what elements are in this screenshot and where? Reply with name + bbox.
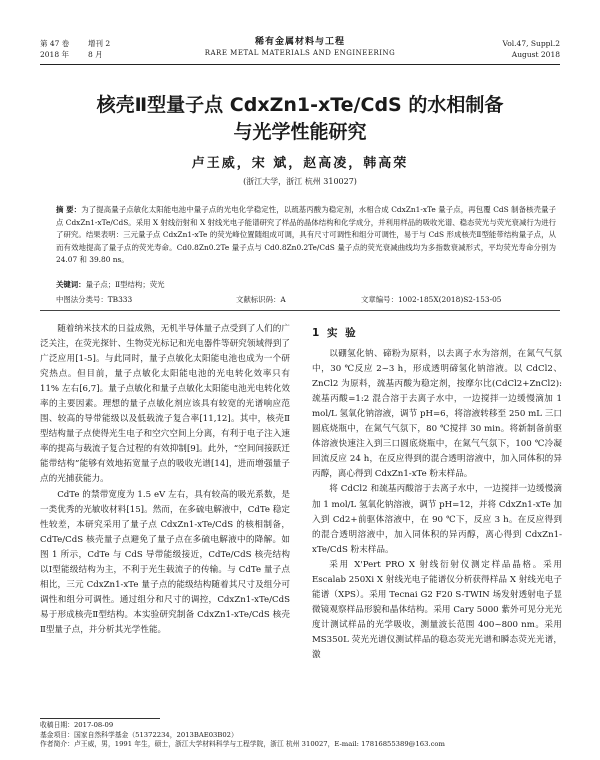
header-right: [503, 38, 560, 60]
footnote-divider: [40, 718, 160, 719]
paper-title: [40, 92, 560, 146]
funding: 基金项目：国家自然科学基金（51372234，2013BAE03B02）: [40, 730, 238, 739]
left-column: [40, 322, 290, 638]
intro-paragraph-1: 随着纳米技术的日益成熟，无机半导体量子点受到了人们的广泛关注，在荧光探针、生物荧光标记和光电器件等研究领域得到了广泛应用[1-5]。与此同时，量子点敏化太阳能电池也成为一个研究热点。但目前，量子点敏化太阳能电池的光电转化效率只有 11% 左右[6,7]。量子点敏化和量子点敏化太阳能电池光电转化效率的主要因素。理想的量子点敏化剂应该具有较宽的光谱响应范围、较高的导带能级以及低载流子复合率[11,12]。其中，核壳Ⅱ型结构量子点使得光生电子和空穴空间上分离，有利于电子注入速率的提高与载流子复合过程的有效抑制[9]。此外，“空间间接跃迁能带结构”能够有效地拓宽量子点的吸收光谱[14]，进而增强量子点的光捕获能力。: [40, 324, 290, 485]
title-line-2: 与光学性能研究: [233, 121, 367, 143]
issue-number: 增刊 2: [88, 39, 111, 48]
date-en: August 2018: [511, 50, 560, 59]
right-column: [312, 322, 562, 663]
received-date: 收稿日期：2017-08-09: [40, 721, 114, 729]
journal-name-zh: 稀有金属材料与工程: [254, 37, 345, 47]
keywords: [56, 279, 556, 290]
header-divider: [40, 64, 560, 65]
document-code: 文献标识码：A: [236, 295, 286, 304]
footnotes: [40, 721, 560, 750]
author-bio: 作者简介：卢王威，男，1991 年生，硕士，浙江大学材料科学与工程学院，浙江 杭州 310027，E-mail: 17816855389@163.com: [40, 740, 445, 748]
keywords-text: 量子点；Ⅱ型结构；荧光: [85, 280, 165, 289]
month: 8 月: [88, 50, 103, 59]
journal-name-en: RARE METAL MATERIALS AND ENGINEERING: [204, 49, 396, 57]
abstract-divider: [40, 310, 560, 311]
running-header: [40, 34, 560, 64]
abstract-label: 摘 要：: [56, 205, 82, 214]
abstract: [56, 204, 556, 267]
experiment-paragraph-1: 以硼氢化钠、碲粉为原料，以去离子水为溶剂，在氮气气氛中，30 ℃反应 2~3 h，形成透明碲氢化钠溶液。以 CdCl2、ZnCl2 为原料，巯基丙酸为稳定剂，按摩尔比(CdCl2+ZnCl2):巯基丙酸=1:2 混合溶于去离子水中，一边搅拌一边缓慢滴加 1 mol/L 氢氧化钠溶液，调节 pH=6，将溶液转移至 250 mL 三口圆底烧瓶中，在氮气气氛下，80 ℃搅拌 30 min。将新制备前驱体溶液快速注入到三口圆底烧瓶中，在氮气气氛下，100 ℃冷凝回流反应 24 h，在反应得到的混合透明溶液中，加入同体积的异丙醇，离心得到 CdxZn1-xTe 粉末样品。: [312, 349, 562, 480]
volume-en: Vol.47, Suppl.2: [502, 39, 560, 48]
experiment-paragraph-3: 采用 X'Pert PRO X 射线衍射仪测定样品晶格。采用 Escalab 250Xi X 射线光电子能谱仪分析获得样品 X 射线光电子能谱（XPS）。采用 Tecnai G2 F20 S-TWIN 场发射透射电子显微镜观察样品形貌和晶体结构。采用 Cary 5000 紫外可见分光光度计测试样品的光学吸收，测量波长范围 400~800 nm。采用 MS350L 荧光光谱仪测试样品的稳态荧光光谱和瞬态荧光光谱，激: [312, 559, 562, 660]
year: 2018 年: [40, 50, 69, 59]
journal-name: [40, 37, 560, 59]
intro-paragraph-2: CdTe 的禁带宽度为 1.5 eV 左右，具有较高的吸光系数，是一类优秀的光敏收材料[15]。然而，在多硫电解液中，CdTe 稳定性较差，本研究采用了量子点 CdxZn1-xTe/CdS 的核相制备，CdTe/CdS 核壳量子点避免了量子点在多硫电解液中的降解。如图 1 所示，CdTe 与 CdS 导带能级接近，CdTe/CdS 核壳结构以Ⅰ型能级结构为主，不利于光生载流子的传输。与 CdTe 量子点相比，三元 CdxZn1-xTe 量子点的能级结构随着其尺寸及组分可调性和组分可调性。通过组分和尺寸的调控，CdxZn1-xTe/CdS 易于形成核壳Ⅱ型结构。本实验研究制备 CdxZn1-xTe/CdS 核壳Ⅱ型量子点，并分析其光学性能。: [40, 489, 290, 635]
section-heading: 1 实 验: [312, 327, 358, 339]
clc-number: 中图法分类号：TB333: [56, 295, 133, 304]
author-list: 卢王威，宋 斌，赵高凌，韩高荣: [191, 156, 409, 171]
experiment-paragraph-2: 将 CdCl2 和巯基丙酸溶于去离子水中，一边搅拌一边缓慢滴加 1 mol/L 氢氧化钠溶液，调节 pH=12，并将 CdxZn1-xTe 加入到 Cd2+前驱体溶液中，在 90 ℃下，反应 3 h。在反应得到的混合透明溶液中，加入同体积的异丙醇，离心得到 CdxZn1-xTe/CdS 粉末样品。: [312, 484, 562, 555]
keywords-label: 关键词：: [56, 280, 86, 289]
volume-number: 第 47 卷: [40, 39, 70, 48]
article-number: 文章编号：1002-185X(2018)S2-153-05: [361, 295, 502, 304]
title-line-1: 核壳Ⅱ型量子点 CdxZn1-xTe/CdS 的水相制备: [96, 94, 504, 116]
abstract-text: 为了提高量子点敏化太阳能电池中量子点的光电化学稳定性，以巯基丙酸为稳定剂，水相合成 CdxZn1-xTe 量子点，再包覆 CdS 制备核壳量子点 CdxZn1-xTe/CdS。采用 X 射线衍射和 X 射线光电子能谱研究了样品的晶体结构和化学成分，并利用样品的吸收光谱、稳态荧光与荧光衰减行为进行了研究。结果表明：三元量子点 CdxZn1-xTe 的荧光峰位置随组成可调，具有尺寸可调性和组分可调性，易于与 CdS 形成核壳Ⅱ型能带结构量子点，从而有效地提高了量子点的荧光寿命。Cd0.8Zn0.2Te 量子点与 Cd0.8Zn0.2Te/CdS 量子点的荧光衰减曲线均为多指数衰减形式，平均荧光寿命分别为 24.07 和 39.80 ns。: [56, 205, 557, 265]
affiliation: (浙江大学，浙江 杭州 310027): [243, 177, 357, 186]
classification-line: [56, 294, 556, 305]
